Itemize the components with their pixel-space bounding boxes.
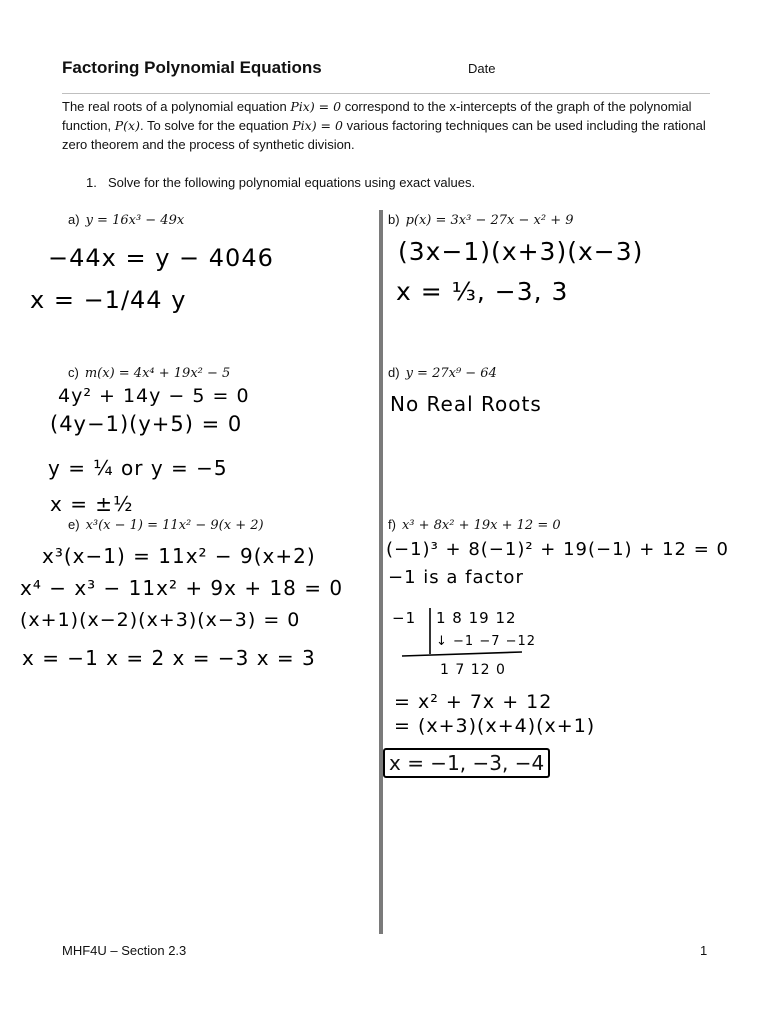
problem-a-label: a) <box>68 212 80 227</box>
synthetic-division-row-2: ↓ −1 −7 −12 <box>436 634 537 649</box>
problem-c-label: c) <box>68 365 79 380</box>
problem-c-work-1: 4y² + 14y − 5 = 0 <box>58 385 250 407</box>
problem-e <box>68 517 264 533</box>
problem-c-work-2: (4y−1)(y+5) = 0 <box>50 412 243 436</box>
problem-a-equation: y = 16x³ − 49x <box>85 213 185 228</box>
instruction-text: Solve for the following polynomial equations using exact values. <box>108 175 476 190</box>
intro-paragraph <box>62 97 712 154</box>
footer-page-number: 1 <box>700 943 708 958</box>
problem-e-work-2: x⁴ − x³ − 11x² + 9x + 18 = 0 <box>20 576 344 600</box>
problem-f-answer-box: x = −1, −3, −4 <box>383 748 550 778</box>
problem-c-work-4: x = ±½ <box>50 492 134 516</box>
problem-b <box>388 212 574 228</box>
synthetic-division-bracket <box>400 600 530 670</box>
problem-f-work-4: = (x+3)(x+4)(x+1) <box>394 715 596 737</box>
problem-f-work-1: (−1)³ + 8(−1)² + 19(−1) + 12 = 0 <box>386 539 729 560</box>
problem-b-work-2: x = ⅓, −3, 3 <box>396 277 569 306</box>
problem-f <box>388 517 561 533</box>
problem-d-label: d) <box>388 365 400 380</box>
intro-equation-3: Pix) = 0 <box>292 118 343 133</box>
problem-e-work-1: x³(x−1) = 11x² − 9(x+2) <box>42 544 316 568</box>
instruction <box>86 175 475 190</box>
problem-e-equation: x³(x − 1) = 11x² − 9(x + 2) <box>85 518 264 533</box>
problem-c-work-3: y = ¼ or y = −5 <box>48 456 228 480</box>
problem-f-work-2: −1 is a factor <box>388 567 524 588</box>
column-divider <box>379 210 383 934</box>
footer-course: MHF4U – Section 2.3 <box>62 943 187 958</box>
problem-f-label: f) <box>388 517 396 532</box>
problem-a-work-2: x = −1/44 y <box>30 286 187 314</box>
intro-text-1: The real roots of a polynomial equation <box>62 99 291 114</box>
title-rule <box>62 93 710 94</box>
problem-a <box>68 212 184 228</box>
intro-equation-2: P(x) <box>114 118 140 133</box>
problem-d-equation: y = 27x⁹ − 64 <box>405 366 497 381</box>
problem-e-work-3: (x+1)(x−2)(x+3)(x−3) = 0 <box>20 609 301 631</box>
problem-f-work-3: = x² + 7x + 12 <box>394 691 553 713</box>
problem-b-equation: p(x) = 3x³ − 27x − x² + 9 <box>405 213 574 228</box>
problem-e-work-4: x = −1 x = 2 x = −3 x = 3 <box>22 646 316 670</box>
problem-b-label: b) <box>388 212 400 227</box>
synthetic-division-row-1: 1 8 19 12 <box>436 609 517 627</box>
page-title: Factoring Polynomial Equations <box>62 58 322 77</box>
problem-e-label: e) <box>68 517 80 532</box>
intro-equation-1: Pix) = 0 <box>290 99 342 114</box>
problem-a-work-1: −44x = y − 4046 <box>48 244 274 272</box>
problem-c <box>68 365 230 381</box>
synthetic-division-divisor: −1 <box>392 609 417 627</box>
problem-f-equation: x³ + 8x² + 19x + 12 = 0 <box>401 518 561 533</box>
synthetic-division-row-3: 1 7 12 0 <box>440 662 506 678</box>
date-label: Date <box>468 61 496 76</box>
intro-text-2: correspond to the x-intercepts of the graph of the polynomial function, <box>62 99 692 133</box>
intro-text-4: various factoring techniques can be used including the rational zero theorem and the process of synthetic division. <box>62 118 706 152</box>
instruction-number: 1. <box>86 175 97 190</box>
intro-text-3: . To solve for the equation <box>139 118 293 133</box>
problem-d-work-1: No Real Roots <box>390 392 542 416</box>
problem-d <box>388 365 497 381</box>
problem-c-equation: m(x) = 4x⁴ + 19x² − 5 <box>84 366 231 381</box>
problem-b-work-1: (3x−1)(x+3)(x−3) <box>398 237 644 266</box>
